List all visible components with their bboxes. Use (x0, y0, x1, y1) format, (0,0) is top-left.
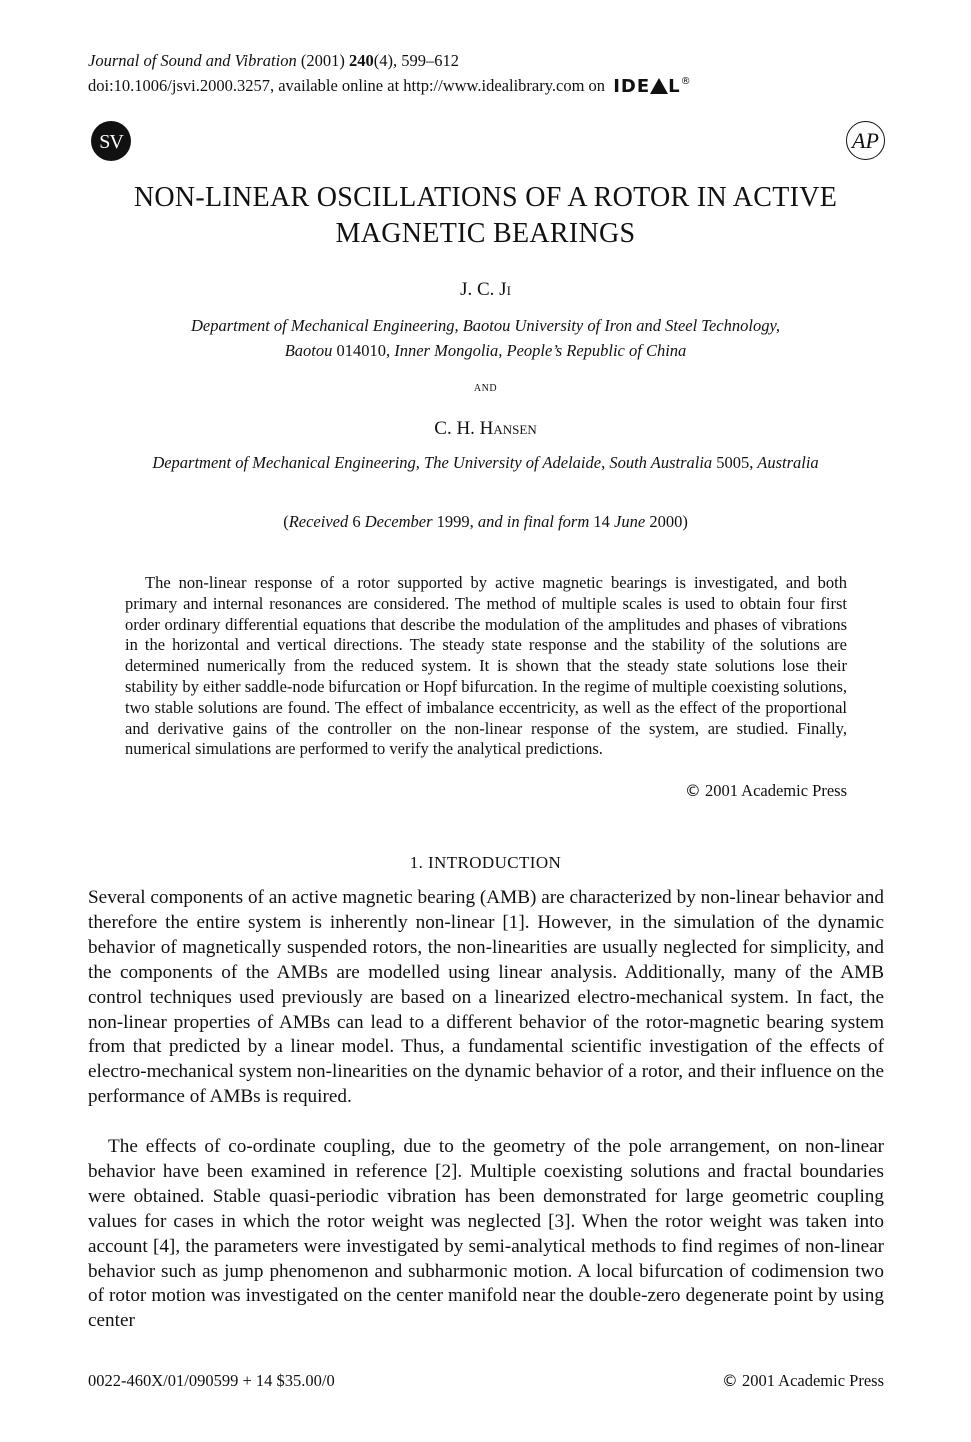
author-2-affiliation (60, 450, 911, 475)
received-year: 1999, (436, 512, 474, 531)
received-month: December (364, 512, 433, 531)
received-day: 6 (352, 512, 361, 531)
body-paragraph-1: Several components of an active magnetic bearing (AMB) are characterized by non-linear behavior and therefore the entire system is inherently non-linear [1]. However, in the simulation of the dynamic behavior of magnetically suspended rotors, the non-linearities are usually neglected for simplicity, and the components of the AMBs are modelled using linear analysis. Additionally, many of the AMB control techniques used previously are based on a linearized electro-mechanical system. In fact, the non-linear properties of AMBs can lead to a different behavior of the rotor-magnetic bearing system from that predicted by a linear model. Thus, a fundamental scientific investigation of the effects of electro-mechanical system non-linearities on the dynamic behavior of a rotor, and their influence on the performance of AMBs is required. (88, 887, 884, 1108)
ideal-logo-text-right: L (668, 76, 681, 97)
journal-name: Journal of Sound and Vibration (88, 51, 297, 70)
abstract: The non-linear response of a rotor supported by active magnetic bearings is investigated, and both primary and internal resonances are considered. The method of multiple scales is used to obtain four first order ordinary differential equations that describe the modulation of the amplitudes and phases of vibrations in the horizontal and vertical directions. The steady state response and the stability of the solutions are determined numerically from the reduced system. It is shown that the steady state solutions lose their stability by either saddle-node bifurcation or Hopf bifurcation. In the regime of multiple coexisting solutions, two stable solutions are found. The effect of imbalance eccentricity, as well as the effect of the proportional and derivative gains of the controller on the non-linear response of the system, are studied. Finally, numerical simulations are performed to verify the analytical predictions. (125, 573, 847, 759)
body-paragraph-2: The effects of co-ordinate coupling, due to the geometry of the pole arrangement, on non-linear behavior have been examined in reference [2]. Multiple coexisting solutions and fractal boundaries were obtained. Stable quasi-periodic vibration has been demonstrated for large geometric coupling values for cases in which the rotor weight was neglected [3]. When the rotor weight was taken into account [4], the parameters were investigated by semi-analytical methods to find regimes of non-linear behavior such as jump phenomenon and subharmonic motion. A local bifurcation of codimension two of rotor motion was investigated on the center manifold near the double-zero degenerate point by using center (88, 1136, 884, 1332)
paper-title (60, 180, 911, 252)
author-1-affiliation-line-2 (60, 338, 911, 363)
affil-city: Baotou (284, 341, 333, 360)
journal-volume: 240 (348, 51, 374, 70)
footer-copyright-icon: © (721, 1371, 738, 1390)
ap-logo-text: AP (852, 128, 879, 153)
footer-issn-price: 0022-460X/01/090599 + 14 $35.00/0 (88, 1371, 335, 1390)
title-line-1: NON-LINEAR OSCILLATIONS OF A ROTOR IN ACTIVE (133, 182, 838, 213)
footer-copyright (722, 1371, 884, 1391)
ideal-library-logo (613, 71, 691, 97)
ideal-logo-registered-mark: ® (680, 76, 692, 87)
journal-issue-pages: (4), 599–612 (373, 51, 459, 70)
author-2-affiliation-country: Australia (757, 453, 819, 472)
author-2-affiliation-dept: Department of Mechanical Engineering, The University of Adelaide, South Australia (152, 453, 713, 472)
final-year: 2000) (649, 512, 688, 531)
author-1-initials: J. C. J (460, 279, 507, 300)
author-1-surname-rest: i (506, 279, 511, 300)
doi-text: doi:10.1006/jsvi.2000.3257, available online at http://www.idealibrary.com on (88, 76, 606, 95)
section-heading-introduction: 1. INTRODUCTION (409, 853, 562, 872)
citation-line (88, 50, 692, 71)
final-day: 14 (593, 512, 610, 531)
author-1-affiliation (60, 313, 911, 363)
affil-region: Inner Mongolia, People’s Republic of China (394, 341, 687, 360)
received-dates (60, 512, 911, 532)
ideal-logo-text-left: IDE (613, 76, 651, 97)
author-2-surname-rest: ansen (493, 418, 537, 439)
sv-logo-text: SV (99, 131, 123, 153)
and-separator: and (473, 380, 498, 395)
author-1-affiliation-line-1: Department of Mechanical Engineering, Baotou University of Iron and Steel Technology, (190, 316, 780, 335)
author-2-initials: C. H. H (434, 418, 494, 439)
title-line-2: MAGNETIC BEARINGS (335, 218, 636, 249)
received-label: Received (288, 512, 349, 531)
author-1 (60, 279, 911, 301)
affil-postcode: 014010, (336, 341, 391, 360)
abstract-copyright-text: 2001 Academic Press (704, 781, 847, 800)
doi-line (88, 71, 692, 97)
final-month: June (614, 512, 646, 531)
received-open-paren: ( (283, 512, 289, 531)
journal-year: (2001) (300, 51, 345, 70)
ideal-logo-triangle-icon (650, 78, 668, 94)
journal-header (88, 50, 692, 97)
final-form-label: and in final form (477, 512, 590, 531)
abstract-copyright (685, 781, 847, 801)
academic-press-icon (846, 121, 885, 160)
author-2 (60, 418, 911, 440)
sv-publisher-icon (91, 121, 131, 161)
copyright-icon: © (684, 781, 701, 800)
footer-copyright-text: 2001 Academic Press (741, 1371, 884, 1390)
author-2-affiliation-postcode: 5005, (716, 453, 754, 472)
